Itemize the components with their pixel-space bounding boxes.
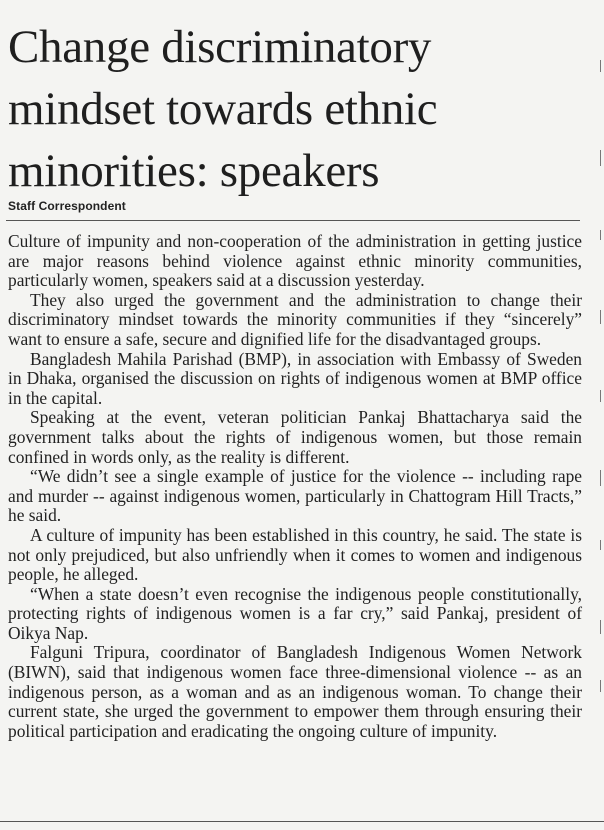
headline: Change discriminatory mindset towards ethnic minorities: speakers bbox=[8, 21, 438, 197]
paragraph-7: “When a state doesn’t even recognise the indigenous people constitutionally, protecting rights of indigenous women is a far cry,” said Pankaj, president of Oikya Nap. bbox=[8, 583, 582, 643]
byline: Staff Correspondent bbox=[8, 199, 126, 213]
paragraph-5: “We didn’t see a single example of justice for the violence -- including rape and murder -- against indigenous women, particularly in Chattogram Hill Tracts,” he said. bbox=[8, 466, 582, 526]
paragraph-3: Bangladesh Mahila Parishad (BMP), in association with Embassy of Sweden in Dhaka, organised the discussion on rights of indigenous women at BMP office in the capital. bbox=[8, 348, 582, 408]
paragraph-2: They also urged the government and the administration to change their discriminatory mindset towards the minority communities if they “sincerely” want to ensure a safe, secure and dignified life for the disadvantaged groups. bbox=[8, 289, 582, 349]
article-body bbox=[8, 232, 582, 741]
column-gutter-marks bbox=[597, 40, 604, 740]
paragraph-6: A culture of impunity has been established in this country, he said. The state is not only prejudiced, but also unfriendly when it comes to women and indigenous people, he alleged. bbox=[8, 524, 582, 585]
byline-divider bbox=[6, 220, 580, 221]
paragraph-4: Speaking at the event, veteran politician Pankaj Bhattacharya said the government talks about the rights of indigenous women, but those remain confined in words only, as the reality is different. bbox=[8, 407, 582, 467]
paragraph-1: Culture of impunity and non-cooperation of the administration in getting justice are major reasons behind violence against ethnic minority communities, particularly women, speakers said at a discussion yesterday. bbox=[8, 231, 582, 291]
paragraph-8: Falguni Tripura, coordinator of Bangladesh Indigenous Women Network (BIWN), said that indigenous women face three-dimensional violence -- as an indigenous person, as a woman and as an indigenous woman. To change their current state, she urged the government to empower them through ensuring their political participation and eradicating the ongoing culture of impunity. bbox=[8, 642, 582, 741]
bottom-divider bbox=[0, 821, 604, 822]
